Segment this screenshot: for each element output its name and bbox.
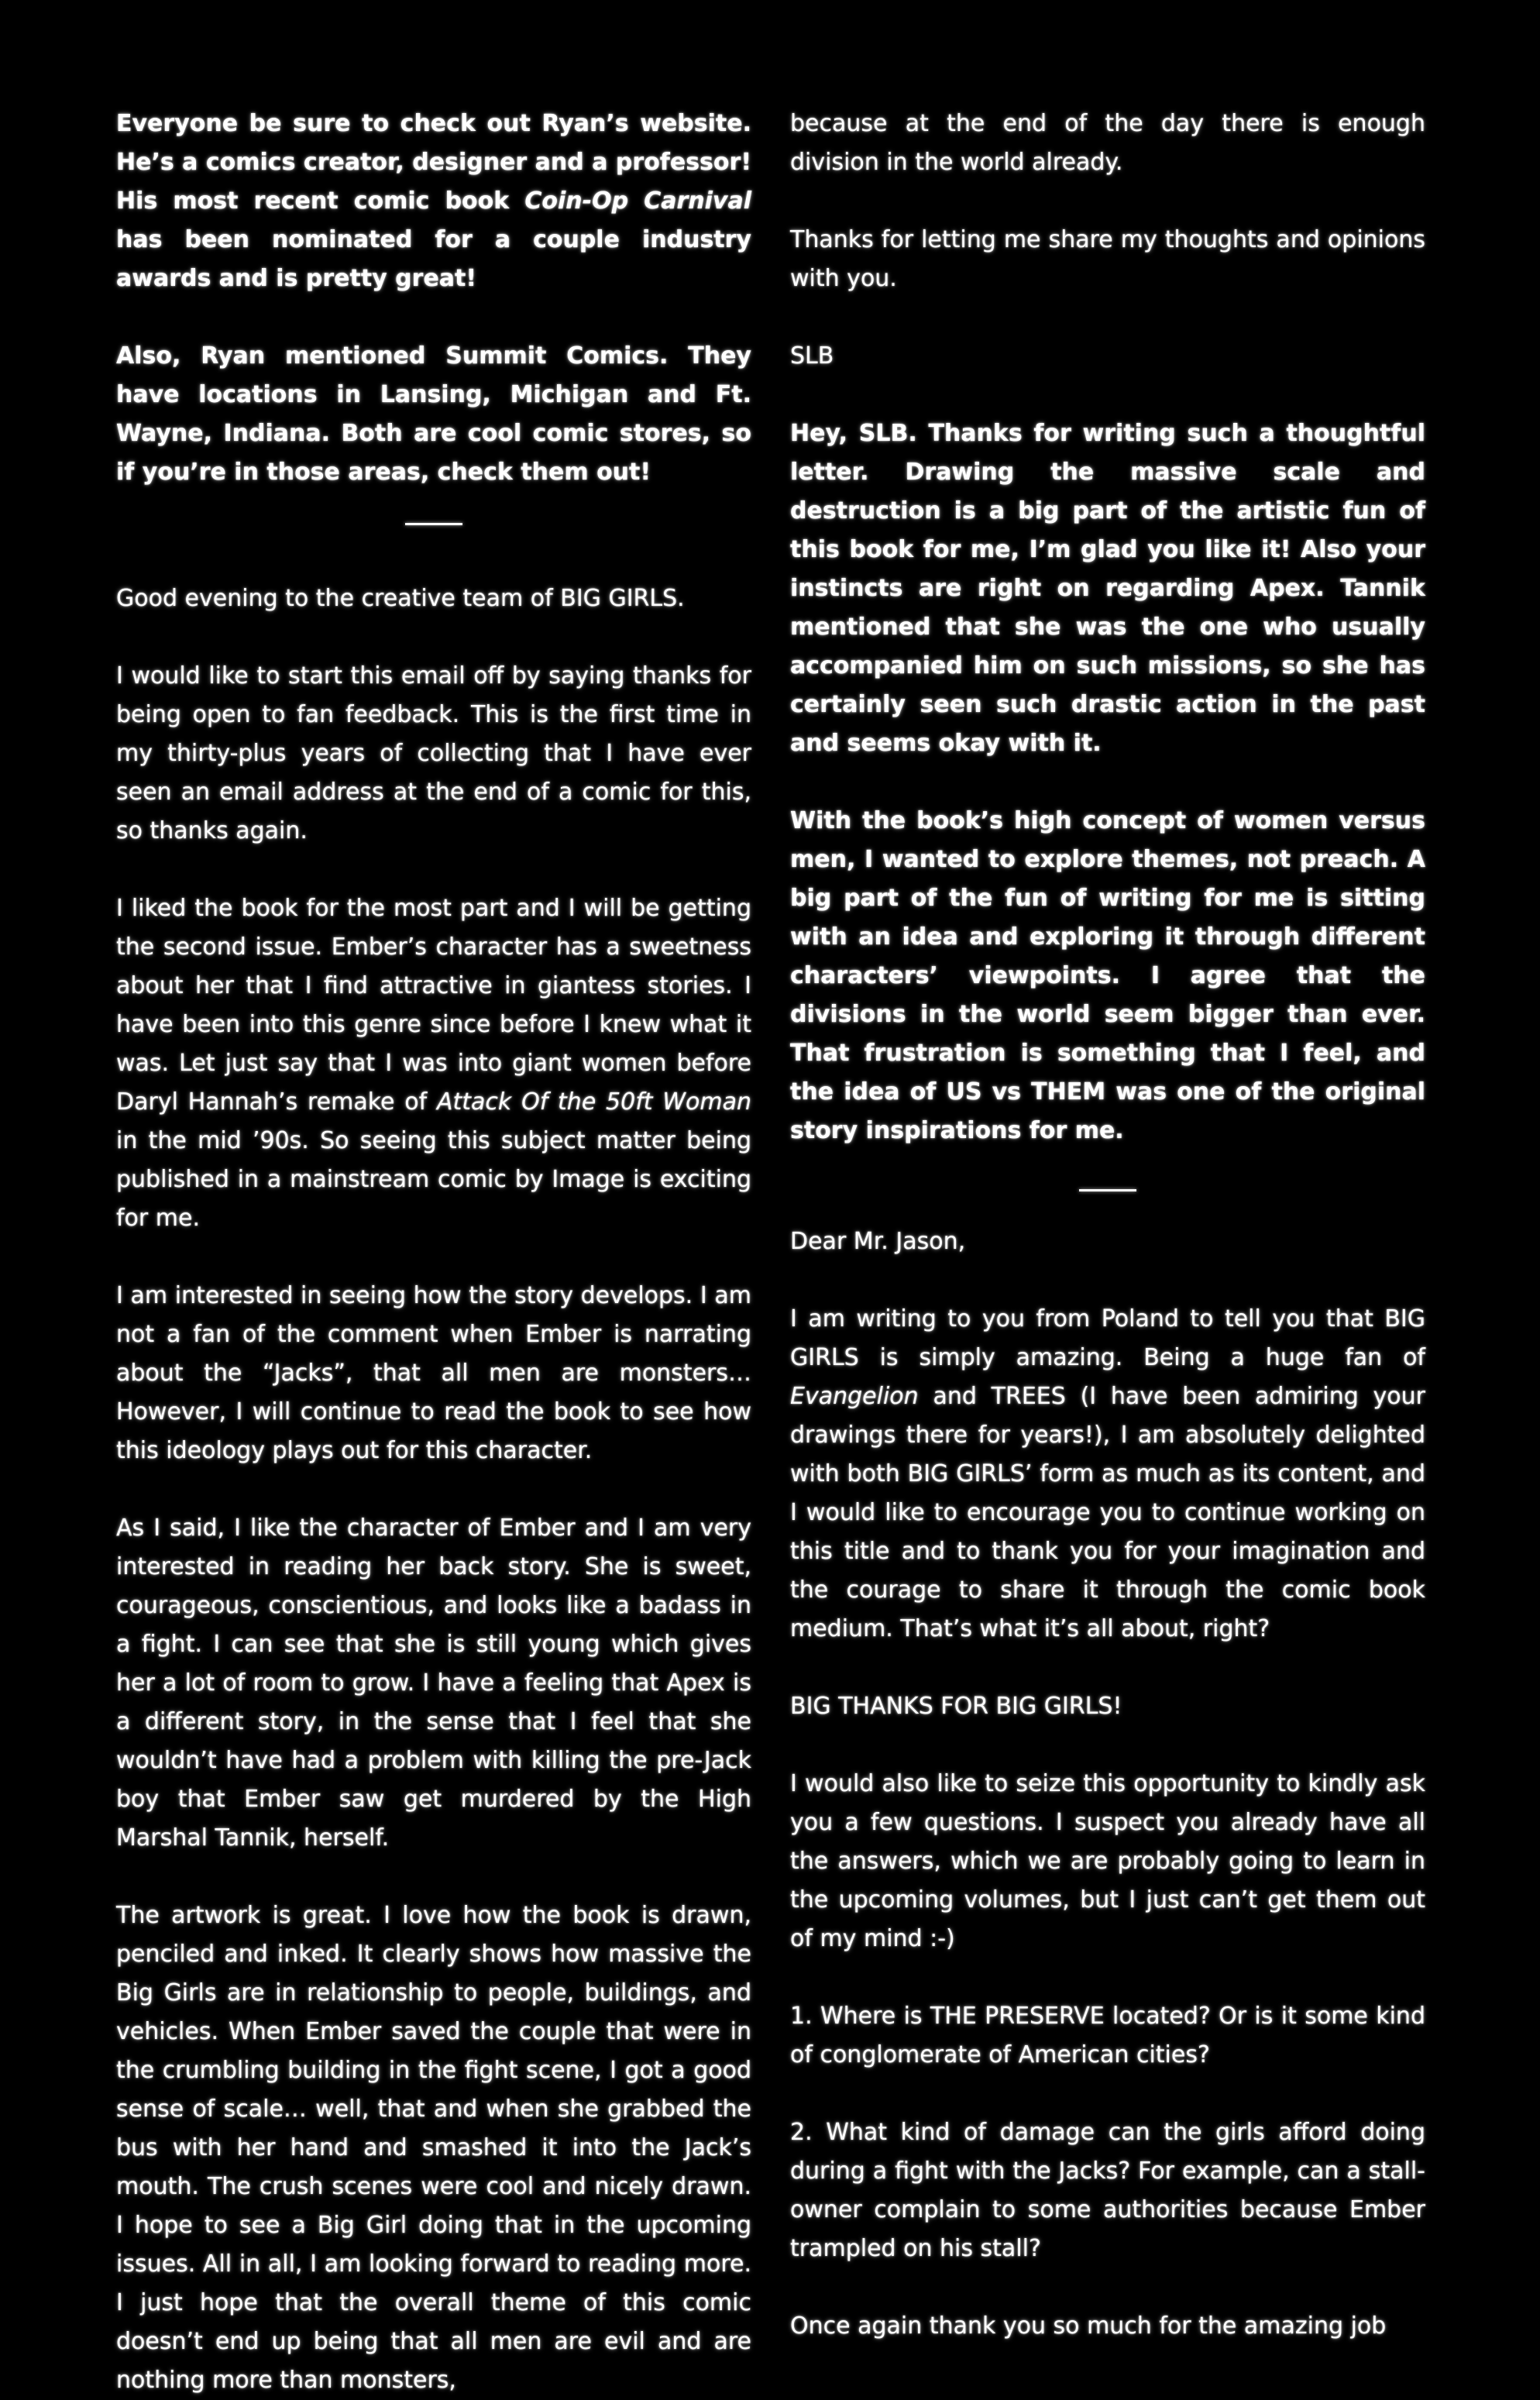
letter-paragraph: The artwork is great. I love how the book is drawn, penciled and inked. It clearly shows how massive the Big Girls are in relationship to people, buildings, and vehicles. When Ember saved the couple that were in the crumbling building in the fight scene, I got a good sense of scale… well, that and when she grabbed the bus with her hand and smashed it into the Jack’s mouth. The crush scenes were cool and nicely drawn. I hope to see a Big Girl doing that in the upcoming issues. All in all, I am looking forward to reading more. I just hope that the overall theme of this comic doesn’t end up being that all men are evil and are nothing more than monsters, (116, 1902, 751, 2394)
letter-closing: Thanks for letting me share my thoughts and opinions with you. (790, 226, 1425, 292)
letter-question: 1. Where is THE PRESERVE located? Or is it some kind of conglomerate of American cities? (790, 2003, 1425, 2068)
anime-title: Evangelion (790, 1383, 919, 1410)
movie-title: Attack Of the 50ft Woman (437, 1088, 751, 1116)
letter-paragraph: As I said, I like the character of Ember and I am very interested in reading her back story. She is sweet, courageous, conscientious, and looks like a badass in a fight. I can see that she is still young which gives her a lot of room to grow. I have a feeling that Apex is a different story, in the sense that I feel that she wouldn’t have had a problem with killing the pre-Jack boy that Ember saw get murdered by the High Marshal Tannik, herself. (116, 1515, 751, 1852)
editor-note-summit: Also, Ryan mentioned Summit Comics. They have locations in Lansing, Michigan and Ft. Wayne, Indiana. Both are cool comic stores, so if you’re in those areas, check them out! (116, 342, 751, 486)
letter-paragraph: I liked the book for the most part and I will be getting the second issue. Ember’s character has a sweetness about her that I find attractive in giantess stories. I have been into this genre since before I knew what it was. Let just say that I was into giant women before Daryl Hannah’s remake of Attack Of the 50ft Woman in the mid ’90s. So seeing this subject matter being published in a mainstream comic by Image is exciting for me. (116, 895, 751, 1232)
letter-paragraph-continued: because at the end of the day there is enough division in the world already. (790, 110, 1425, 176)
letter-greeting: Dear Mr. Jason, (790, 1228, 966, 1255)
right-column (790, 105, 1425, 2346)
letter-paragraph: BIG THANKS FOR BIG GIRLS! (790, 1693, 1122, 1720)
letter-question: 2. What kind of damage can the girls afford doing during a fight with the Jacks? For example, can a stall-owner complain to some authorities because Ember trampled on his stall? (790, 2119, 1425, 2262)
letter-paragraph: I would like to start this email off by saying thanks for being open to fan feedback. This is the first time in my thirty-plus years of collecting that I have ever seen an email address at the end of a comic for this, so thanks again. (116, 662, 751, 844)
section-divider (1079, 1189, 1136, 1191)
section-divider (405, 523, 462, 525)
editor-note-website: Everyone be sure to check out Ryan’s website. He’s a comics creator, designer and a professor! His most recent comic book Coin-Op Carnival has been nominated for a couple industry awards and is pretty great! (116, 110, 751, 292)
letter-greeting: Good evening to the creative team of BIG GIRLS. (116, 585, 685, 612)
letter-paragraph: I would also like to seize this opportunity to kindly ask you a few questions. I suspect you already have all the answers, which we are probably going to learn in the upcoming volumes, but I just can’t get them out of my mind :-) (790, 1770, 1425, 1952)
editor-reply: With the book’s high concept of women versus men, I wanted to explore themes, not preach. A big part of the fun of writing for me is sitting with an idea and exploring it through different characters’ viewpoints. I agree that the divisions in the world seem bigger than ever. That frustration is something that I feel, and the idea of US vs THEM was one of the original story inspirations for me. (790, 807, 1425, 1144)
letter-paragraph: I am writing to you from Poland to tell you that BIG GIRLS is simply amazing. Being a huge fan of Evangelion and TREES (I have been admiring your drawings there for years!), I am absolutely delighted with both BIG GIRLS’ form as much as its content, and I would like to encourage you to continue working on this title and to thank you for your imagination and the courage to share it through the comic book medium. That’s what it’s all about, right? (790, 1305, 1425, 1642)
letter-paragraph: I am interested in seeing how the story develops. I am not a fan of the comment when Ember is narrating about the “Jacks”, that all men are monsters… However, I will continue to read the book to see how this ideology plays out for this character. (116, 1282, 751, 1464)
book-title-coin-op: Coin-Op Carnival (524, 187, 751, 215)
letter-signature: SLB (790, 342, 834, 370)
editor-reply: Hey, SLB. Thanks for writing such a thoughtful letter. Drawing the massive scale and destruction is a big part of the artistic fun of this book for me, I’m glad you like it! Also your instincts are right on regarding Apex. Tannik mentioned that she was the one who usually accompanied him on such missions, so she has certainly seen such drastic action in the past and seems okay with it. (790, 420, 1425, 757)
left-column (116, 105, 751, 2400)
letter-paragraph: Once again thank you so much for the amazing job (790, 2312, 1387, 2340)
